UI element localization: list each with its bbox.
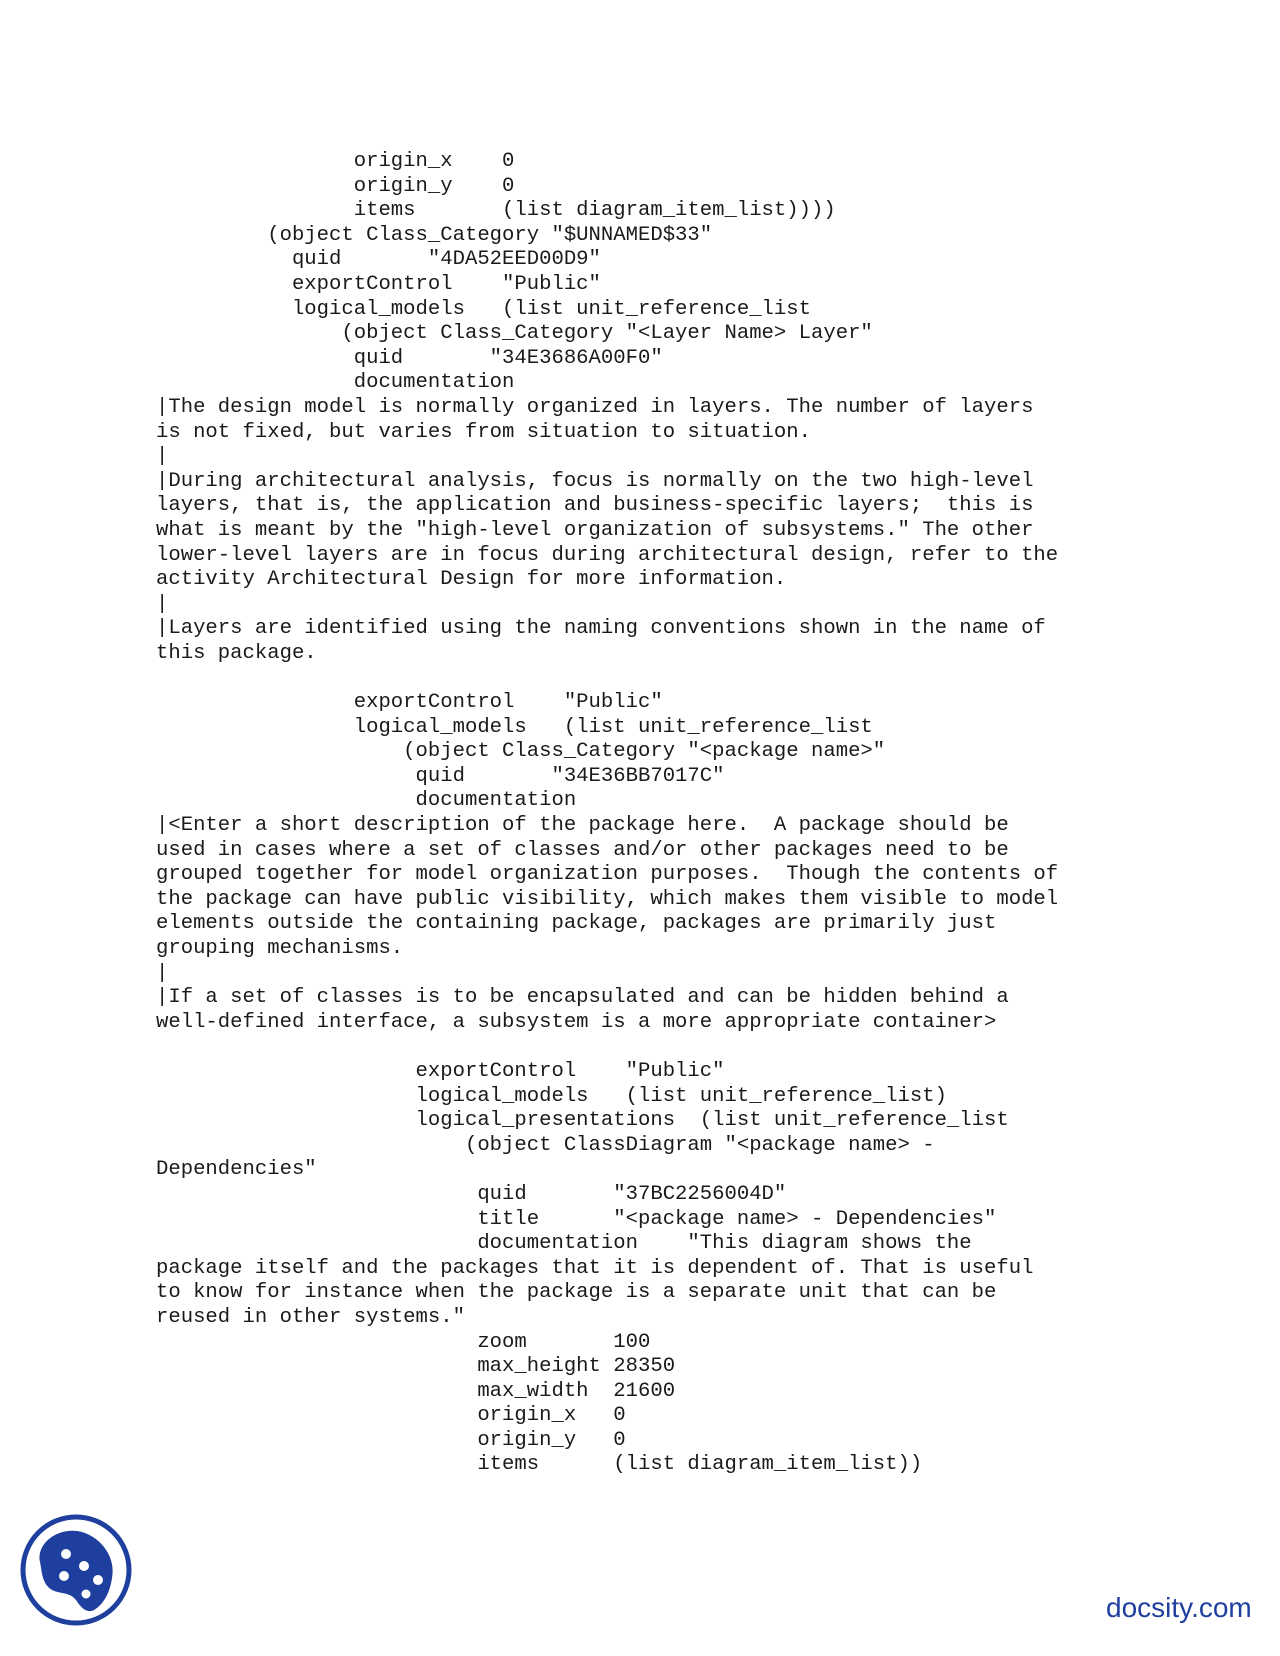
code-line: the package can have public visibility, which makes them visible to model (156, 887, 1059, 911)
code-line: exportControl "Public" (156, 1059, 725, 1083)
code-line: origin_x 0 (156, 150, 515, 173)
code-line: logical_models (list unit_reference_list (156, 297, 811, 321)
code-line: lower-level layers are in focus during architectural design, refer to the (156, 543, 1059, 567)
code-line: well-defined interface, a subsystem is a more appropriate container> (156, 1010, 997, 1034)
code-line: quid "4DA52EED00D9" (156, 248, 601, 272)
code-line: (object ClassDiagram "<package name> - (156, 1133, 935, 1157)
code-line: logical_models (list unit_reference_list (156, 715, 873, 739)
code-line: quid "34E3686A00F0" (156, 346, 663, 370)
docsity-logo-icon (20, 1514, 132, 1626)
code-line: logical_models (list unit_reference_list) (156, 1084, 947, 1108)
code-line: is not fixed, but varies from situation to situation. (156, 420, 811, 444)
code-line: max_height 28350 (156, 1355, 676, 1379)
code-line: what is meant by the "high-level organization of subsystems." The other (156, 518, 1034, 542)
code-line: title "<package name> - Dependencies" (156, 1207, 997, 1231)
code-line: | (156, 445, 169, 469)
code-line: logical_presentations (list unit_reference_list (156, 1109, 1009, 1133)
code-line: documentation (156, 371, 515, 395)
code-line: origin_y 0 (156, 174, 515, 198)
code-line: grouped together for model organization purposes. Though the contents of (156, 863, 1059, 887)
code-line: package itself and the packages that it is dependent of. That is useful (156, 1256, 1034, 1280)
code-line: |Layers are identified using the naming conventions shown in the name of (156, 617, 1046, 641)
code-line: activity Architectural Design for more information. (156, 568, 787, 592)
code-line: items (list diagram_item_list)) (156, 1453, 923, 1477)
code-line: grouping mechanisms. (156, 937, 404, 960)
code-line: items (list diagram_item_list)))) (156, 199, 836, 223)
code-line: Dependencies" (156, 1158, 317, 1182)
code-line: (object Class_Category "<Layer Name> Layer" (156, 322, 873, 346)
code-line: (object Class_Category "<package name>" (156, 740, 886, 764)
code-line (156, 1035, 1156, 1060)
code-line: this package. (156, 641, 317, 665)
code-line: (object Class_Category "$UNNAMED$33" (156, 223, 713, 247)
code-line: | (156, 592, 169, 616)
code-line: quid "37BC2256004D" (156, 1182, 787, 1206)
code-line: zoom 100 (156, 1330, 651, 1354)
code-line: |If a set of classes is to be encapsulated and can be hidden behind a (156, 986, 1009, 1010)
code-line: | (156, 961, 169, 985)
code-line: origin_x 0 (156, 1404, 626, 1428)
code-line (156, 666, 1156, 691)
code-line: reused in other systems." (156, 1305, 465, 1329)
code-line: quid "34E36BB7017C" (156, 764, 725, 788)
code-line: |<Enter a short description of the package here. A package should be (156, 814, 1009, 838)
code-listing (156, 150, 1156, 1478)
code-line: layers, that is, the application and business-specific layers; this is (156, 494, 1034, 518)
code-line: used in cases where a set of classes and/or other packages need to be (156, 838, 1009, 862)
code-line: origin_y 0 (156, 1428, 626, 1452)
code-line: |During architectural analysis, focus is normally on the two high-level (156, 469, 1034, 493)
code-line: documentation (156, 789, 577, 813)
code-line: documentation "This diagram shows the (156, 1232, 972, 1256)
code-line: to know for instance when the package is a separate unit that can be (156, 1281, 997, 1305)
code-line: exportControl "Public" (156, 272, 601, 296)
code-line: max_width 21600 (156, 1379, 676, 1403)
code-line: exportControl "Public" (156, 691, 663, 715)
code-line: elements outside the containing package, packages are primarily just (156, 912, 997, 936)
code-line: |The design model is normally organized in layers. The number of layers (156, 395, 1034, 419)
docsity-brand-text[interactable]: docsity.com (1106, 1592, 1252, 1623)
